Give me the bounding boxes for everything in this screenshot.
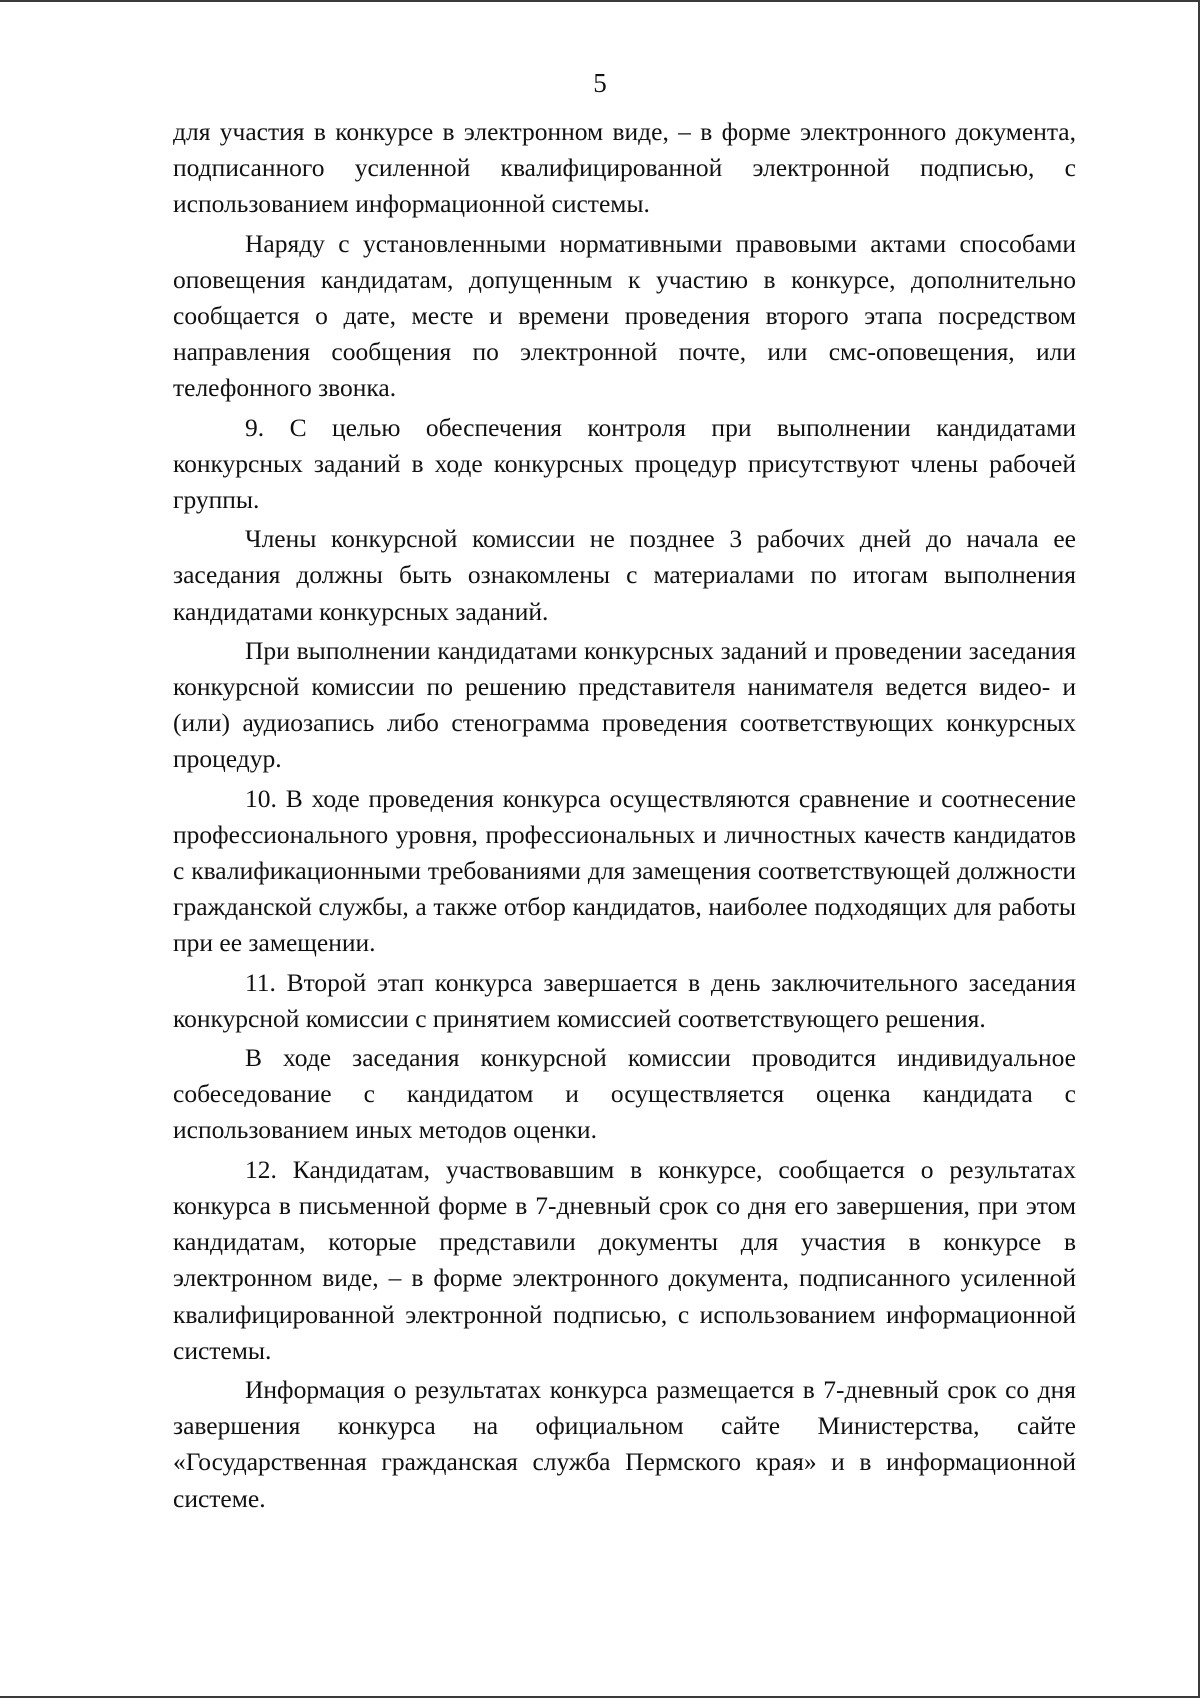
page-number: 5 (593, 68, 607, 98)
paragraph-item-10: 10. В ходе проведения конкурса осуществляются сравнение и соотнесение профессионального уровня, профессиональных и личностных качеств кандидатов с квалификационными требованиями для замещения соответствующей должности гражданской службы, а также отбор кандидатов, наиболее подходящих для работы при ее замещении. (173, 783, 1076, 958)
paragraph-notification-methods: Наряду с установленными нормативными правовыми актами способами оповещения кандидатам, допущенным к участию в конкурсе, дополнительно сообщается о дате, месте и времени проведения второго этапа посредством направления сообщения по электронной почте, или смс-оповещения, или телефонного звонка. (173, 228, 1076, 403)
paragraph-commission-members: Члены конкурсной комиссии не позднее 3 рабочих дней до начала ее заседания должны быть ознакомлены с материалами по итогам выполнения кандидатами конкурсных заданий. (173, 524, 1076, 626)
paragraph-item-9: 9. С целью обеспечения контроля при выполнении кандидатами конкурсных заданий в ходе конкурсных процедур присутствуют члены рабочей группы. (173, 412, 1076, 515)
paragraph-recording: При выполнении кандидатами конкурсных заданий и проведении заседания конкурсной комиссии по решению представителя нанимателя ведется видео- и (или) аудиозапись либо стенограмма проведения соответствующих конкурсных процедур. (173, 635, 1076, 774)
paragraph-continuation: для участия в конкурсе в электронном виде, – в форме электронного документа, подписанного усиленной квалифицированной электронной подписью, с использованием информационной системы. (173, 117, 1076, 219)
paragraph-interview: В ходе заседания конкурсной комиссии проводится индивидуальное собеседование с кандидатом и осуществляется оценка кандидата с использованием иных методов оценки. (173, 1043, 1076, 1145)
paragraph-results-publication: Информация о результатах конкурса размещается в 7-дневный срок со дня завершения конкурса на официальном сайте Министерства, сайте «Государственная гражданская служба Пермского края» и в информационной системе. (173, 1374, 1076, 1513)
paragraph-item-12: 12. Кандидатам, участвовавшим в конкурсе, сообщается о результатах конкурса в письменной форме в 7-дневный срок со дня его завершения, при этом кандидатам, которые представили документы для участия в конкурсе в электронном виде, – в форме электронного документа, подписанного усиленной квалифицированной электронной подписью, с использованием информационной системы. (173, 1154, 1076, 1365)
document-body (173, 114, 1076, 1520)
paragraph-item-11: 11. Второй этап конкурса завершается в день заключительного заседания конкурсной комиссии с принятием комиссией соответствующего решения. (173, 967, 1076, 1033)
